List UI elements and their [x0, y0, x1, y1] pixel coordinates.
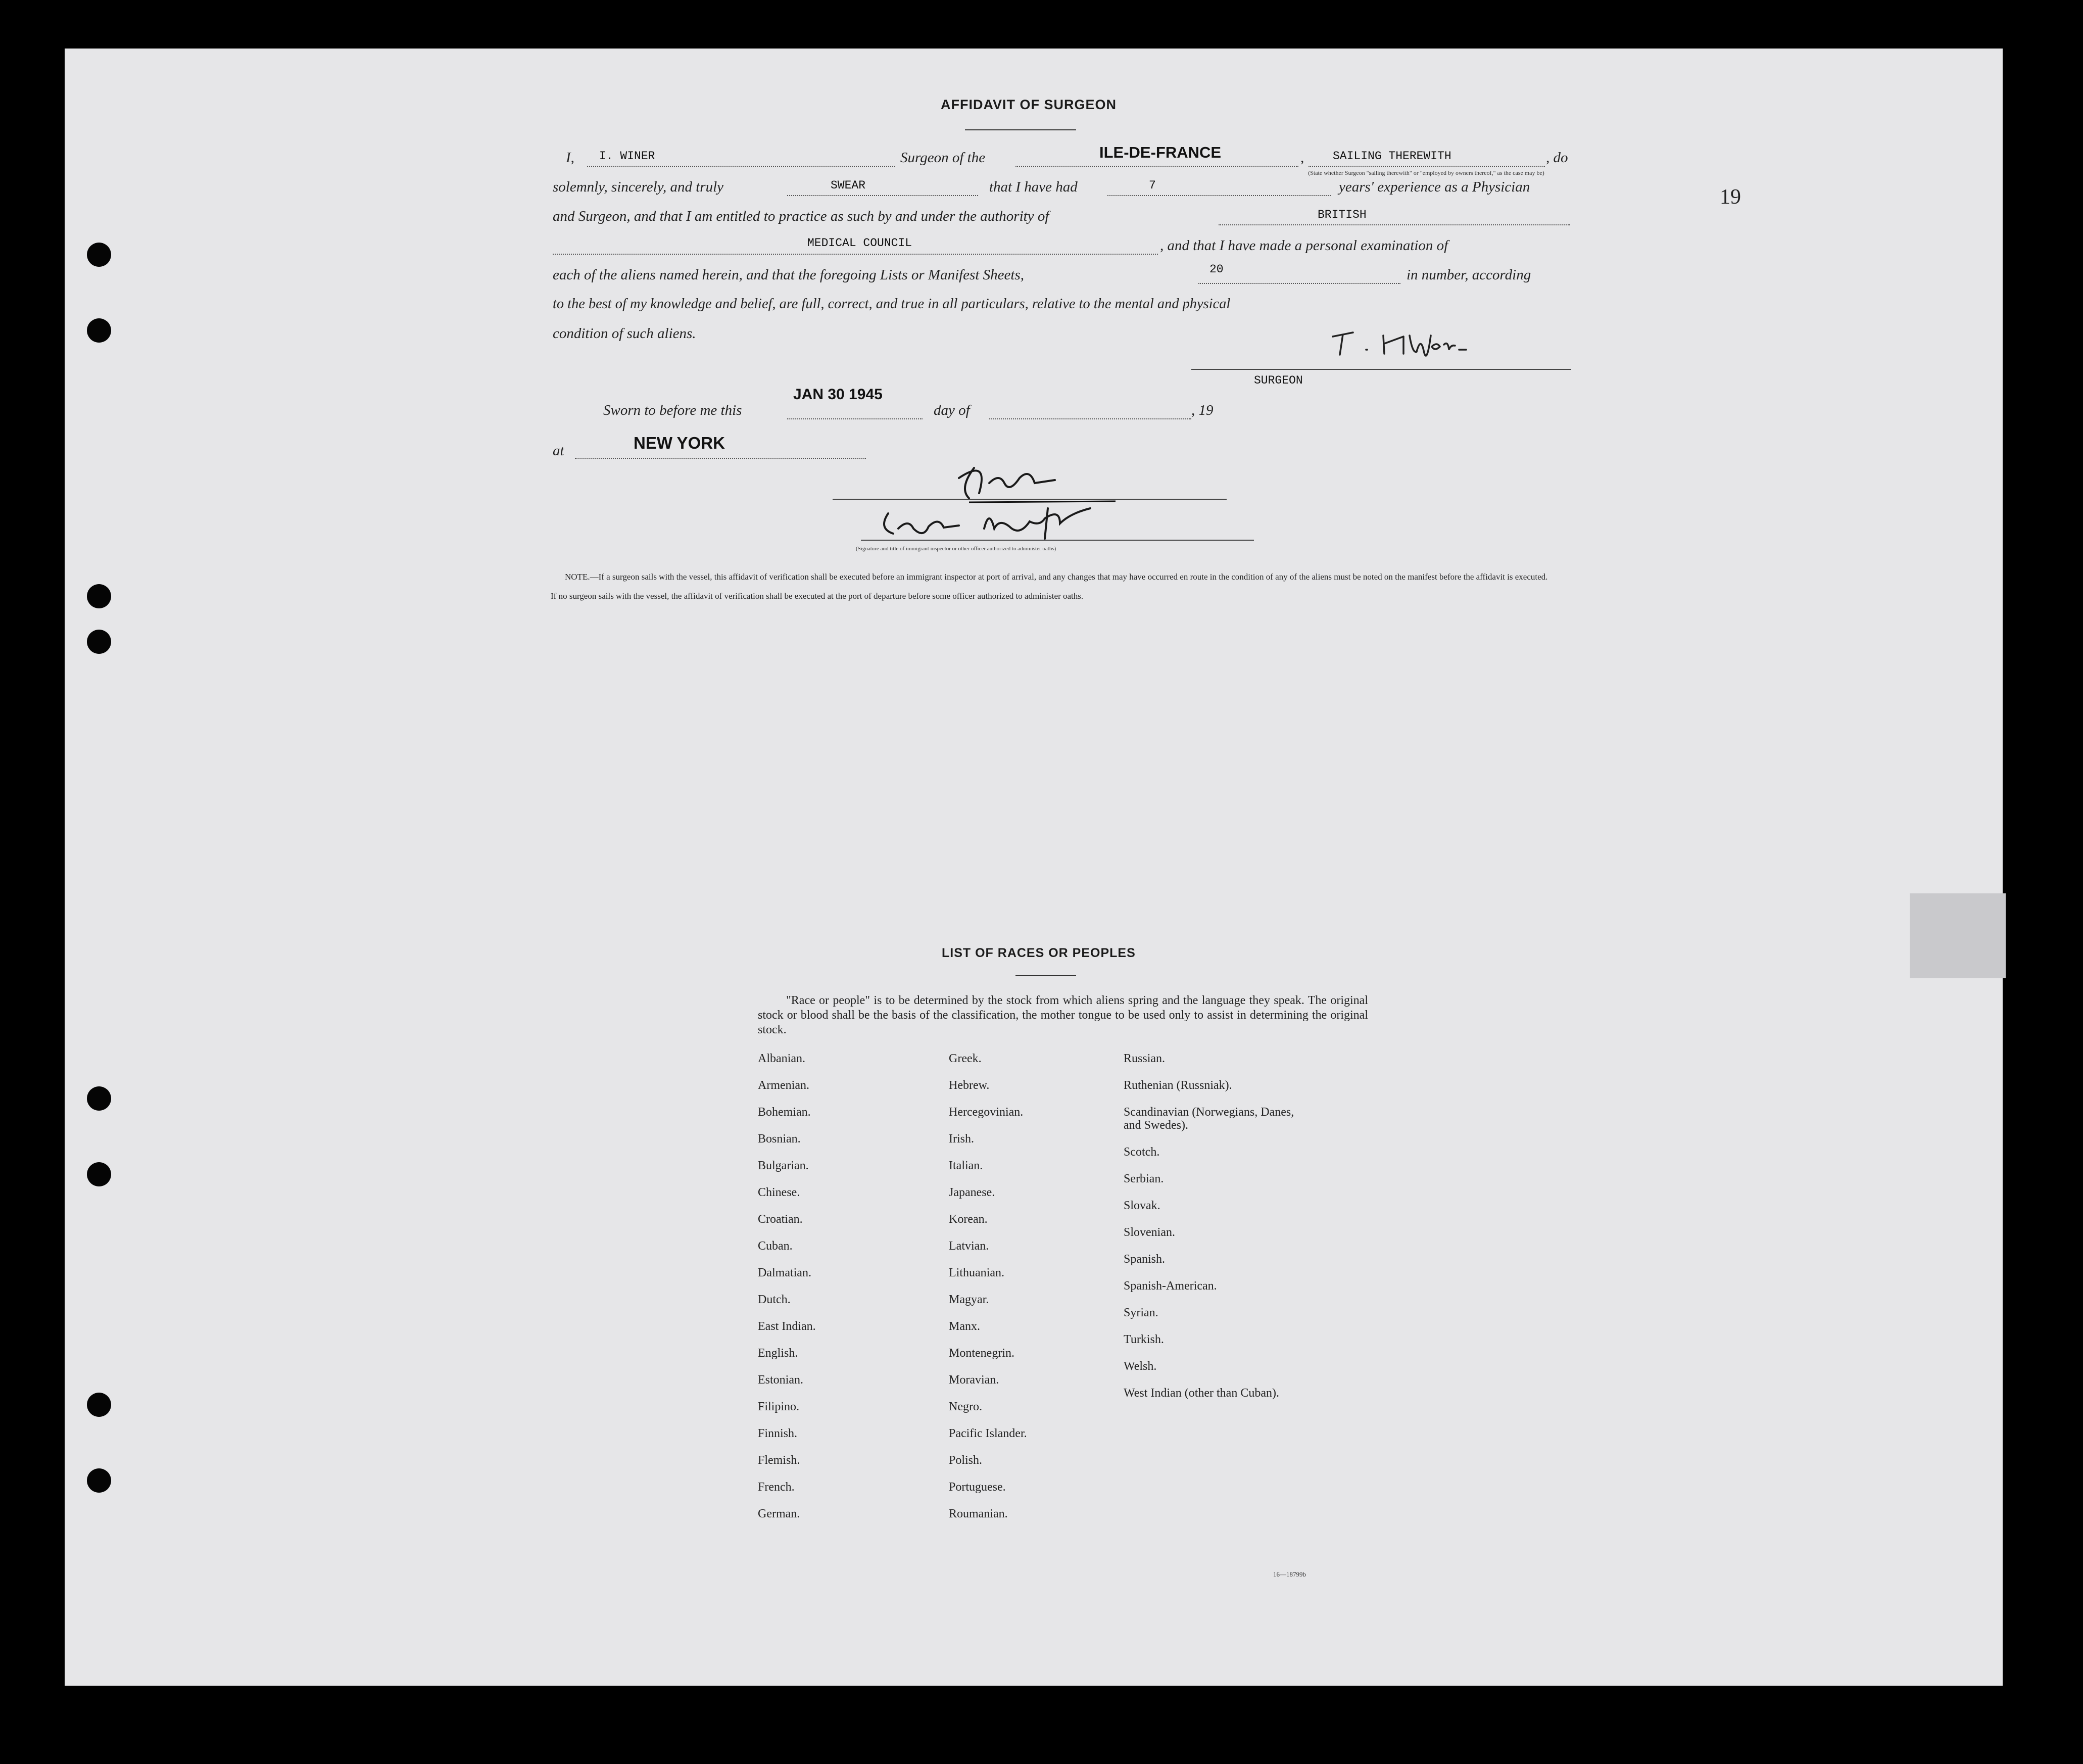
race-item: Scandinavian (Norwegians, Danes, and Swedes). [1124, 1106, 1294, 1132]
races-title-rule [1015, 975, 1076, 976]
race-item: Finnish. [758, 1427, 798, 1440]
race-item: Albanian. [758, 1052, 805, 1065]
race-item: Spanish. [1124, 1253, 1166, 1266]
race-item: Portuguese. [949, 1481, 1006, 1494]
race-item: Cuban. [758, 1239, 793, 1253]
authority2-fill-line [553, 254, 1158, 255]
race-item: English. [758, 1347, 798, 1360]
surgeon-signature-drawing [1267, 324, 1570, 360]
race-item: Dutch. [758, 1293, 791, 1306]
officer-caption: (Signature and title of immigrant inspector or other officer authorized to administer oaths) [856, 546, 1056, 552]
paper-tab [1910, 893, 2006, 978]
sworn-year: , 19 [1191, 402, 1214, 418]
race-item: Filipino. [758, 1400, 800, 1413]
page-number: 19 [1720, 185, 1741, 209]
race-item: Estonian. [758, 1373, 803, 1387]
races-column-1 [758, 1052, 925, 1534]
oath-fill-line [787, 195, 978, 196]
race-item: Croatian. [758, 1213, 803, 1226]
surgeon-label: SURGEON [1254, 374, 1303, 387]
authority-line1: BRITISH [1318, 208, 1367, 221]
race-item: Manx. [949, 1320, 980, 1333]
punch-hole [87, 1162, 111, 1186]
races-column-3 [1124, 1052, 1305, 1413]
race-item: Spanish-American. [1124, 1279, 1217, 1293]
line2-end: years' experience as a Physician [1339, 179, 1530, 195]
race-item: Bosnian. [758, 1132, 801, 1146]
race-item: Irish. [949, 1132, 974, 1146]
race-item: Serbian. [1124, 1172, 1164, 1185]
sheet-count: 20 [1209, 263, 1224, 276]
line2-lead: solemnly, sincerely, and truly [553, 179, 724, 195]
race-item: Magyar. [949, 1293, 989, 1306]
ship-fill-line [1015, 166, 1298, 167]
title-rule [965, 129, 1076, 130]
race-item: Slovak. [1124, 1199, 1160, 1212]
punch-hole [87, 584, 111, 608]
race-item: Japanese. [949, 1186, 995, 1199]
race-item: Montenegrin. [949, 1347, 1014, 1360]
race-item: Slovenian. [1124, 1226, 1175, 1239]
race-item: Italian. [949, 1159, 983, 1172]
race-item: Pacific Islander. [949, 1427, 1027, 1440]
race-item: Hercegovinian. [949, 1106, 1024, 1119]
sailing-fill-line [1309, 166, 1545, 167]
place-stamp: NEW YORK [634, 434, 725, 452]
race-item: Turkish. [1124, 1333, 1164, 1346]
surgeon-signature [1267, 324, 1570, 360]
race-item: Bohemian. [758, 1106, 811, 1119]
races-intro: "Race or people" is to be determined by the stock from which aliens spring and the language they speak. The original stock or blood shall be the basis of the classification, the mother tongue to be used only to assist in determining the original stock. [758, 994, 1368, 1036]
officer-signature-rule [861, 540, 1254, 541]
races-column-2 [949, 1052, 1116, 1534]
race-item: French. [758, 1481, 795, 1494]
race-item: Chinese. [758, 1186, 800, 1199]
punch-hole [87, 1393, 111, 1417]
punch-hole [87, 1468, 111, 1493]
race-item: German. [758, 1507, 800, 1520]
name-fill-line [587, 166, 895, 167]
line1-mid: Surgeon of the [900, 150, 986, 166]
race-item: Negro. [949, 1400, 982, 1413]
years-fill-line [1107, 195, 1331, 196]
race-item: Greek. [949, 1052, 982, 1065]
count-fill-line [1198, 283, 1400, 284]
race-item: Syrian. [1124, 1306, 1158, 1319]
race-item: Lithuanian. [949, 1266, 1004, 1279]
month-fill-line [989, 418, 1191, 419]
authority-line2: MEDICAL COUNCIL [807, 236, 912, 250]
sailing-status: SAILING THEREWITH [1333, 150, 1451, 163]
line4-end: , and that I have made a personal examination of [1160, 237, 1448, 254]
punch-hole [87, 243, 111, 267]
punch-hole [87, 318, 111, 343]
date-fill-line [787, 418, 923, 419]
at-lead: at [553, 443, 564, 459]
race-item: Armenian. [758, 1079, 809, 1092]
punch-hole [87, 630, 111, 654]
note-1: NOTE.—If a surgeon sails with the vessel, this affidavit of verification shall be executed before an immigrant inspector at port of arrival, and any changes that may have occurred en route in the condition of any of the aliens must be noted on the manifest before the affidavit is executed. [565, 572, 1548, 582]
oath: SWEAR [831, 179, 866, 192]
race-item: Latvian. [949, 1239, 989, 1253]
scanned-page [65, 49, 2003, 1686]
race-item: Bulgarian. [758, 1159, 809, 1172]
line7-text: condition of such aliens. [553, 325, 696, 342]
race-item: West Indian (other than Cuban). [1124, 1387, 1279, 1400]
race-item: Korean. [949, 1213, 988, 1226]
race-item: Flemish. [758, 1454, 800, 1467]
race-item: Hebrew. [949, 1079, 990, 1092]
date-stamp: JAN 30 1945 [793, 386, 883, 403]
line2-mid: that I have had [989, 179, 1078, 195]
line1-end: , do [1546, 150, 1568, 166]
sworn-lead: Sworn to before me this [603, 402, 742, 418]
sworn-day-of: day of [934, 402, 970, 418]
race-item: Moravian. [949, 1373, 999, 1387]
sailing-note: (State whether Surgeon "sailing therewith" or "employed by owners thereof," as the case may be) [1308, 169, 1544, 176]
races-title: LIST OF RACES OR PEOPLES [942, 946, 1136, 960]
race-item: East Indian. [758, 1320, 816, 1333]
line1-lead: I, [566, 150, 574, 166]
note-2: If no surgeon sails with the vessel, the affidavit of verification shall be executed at the port of departure before some officer authorized to administer oaths. [551, 591, 1084, 601]
years-experience: 7 [1149, 179, 1156, 192]
line5-end: in number, according [1407, 267, 1531, 283]
surgeon-signature-text [1338, 331, 1361, 337]
race-item: Dalmatian. [758, 1266, 811, 1279]
line6-text: to the best of my knowledge and belief, are full, correct, and true in all particulars, relative to the mental and physical [553, 296, 1231, 312]
ship-name: ILE-DE-FRANCE [1099, 144, 1222, 161]
race-item: Russian. [1124, 1052, 1166, 1065]
race-item: Scotch. [1124, 1146, 1160, 1159]
line5-lead: each of the aliens named herein, and that the foregoing Lists or Manifest Sheets, [553, 267, 1024, 283]
race-item: Welsh. [1124, 1360, 1157, 1373]
race-item: Ruthenian (Russniak). [1124, 1079, 1232, 1092]
surgeon-signature-rule [1191, 369, 1571, 370]
line1-comma: , [1300, 150, 1304, 166]
punch-hole [87, 1086, 111, 1111]
line3-text: and Surgeon, and that I am entitled to practice as such by and under the authority of [553, 208, 1049, 224]
affidavit-title: AFFIDAVIT OF SURGEON [941, 97, 1117, 112]
race-item: Polish. [949, 1454, 983, 1467]
race-item: Roumanian. [949, 1507, 1008, 1520]
surgeon-name: I. WINER [599, 150, 655, 163]
form-code: 16—18799b [1273, 1570, 1306, 1578]
authority1-fill-line [1219, 224, 1570, 225]
